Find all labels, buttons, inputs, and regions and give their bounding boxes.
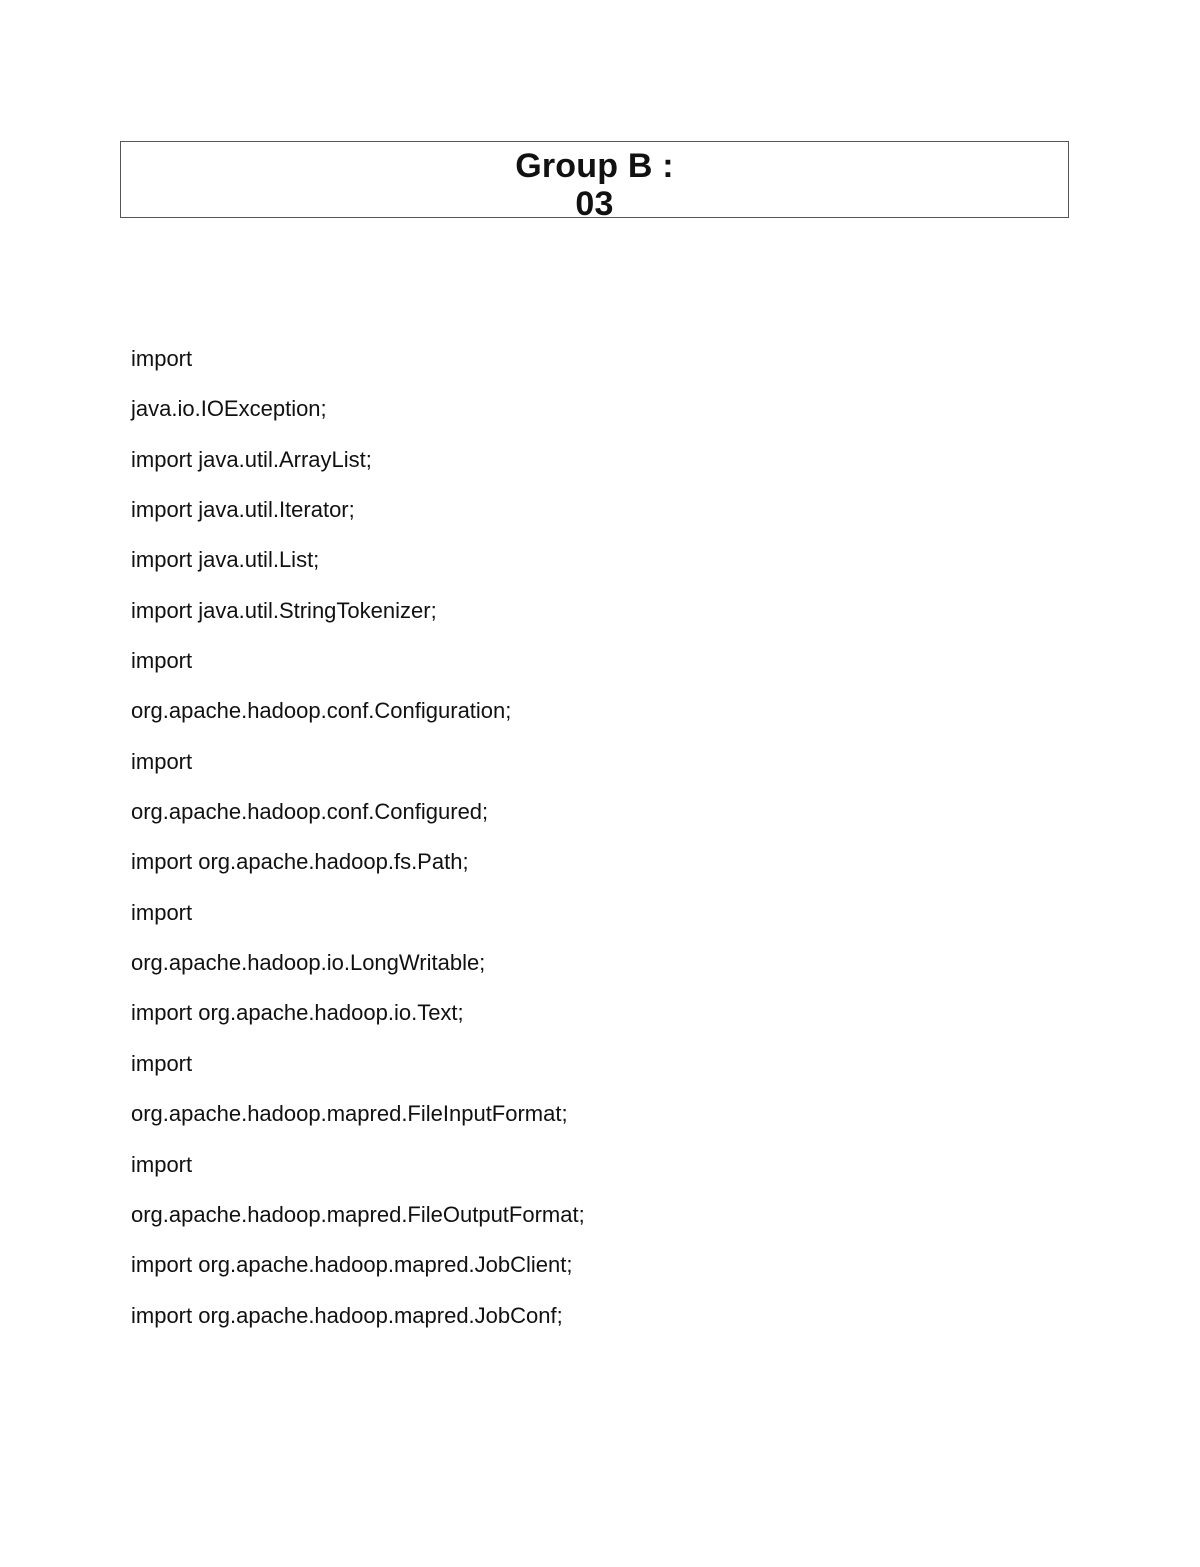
code-line: import org.apache.hadoop.mapred.JobClient; bbox=[131, 1252, 573, 1278]
code-line: import org.apache.hadoop.fs.Path; bbox=[131, 849, 469, 875]
code-line: import bbox=[131, 1151, 193, 1177]
code-line: import org.apache.hadoop.mapred.JobConf; bbox=[131, 1302, 563, 1328]
code-line: import java.util.List; bbox=[131, 547, 320, 573]
code-line: import bbox=[131, 899, 193, 925]
code-line: org.apache.hadoop.conf.Configured; bbox=[131, 799, 489, 825]
page-subtitle: 03 bbox=[575, 185, 614, 223]
code-line: import bbox=[131, 648, 193, 674]
code-line: import org.apache.hadoop.io.Text; bbox=[131, 1000, 464, 1026]
page-title: Group B : bbox=[515, 147, 674, 185]
title-box bbox=[120, 141, 1069, 223]
code-line: import java.util.Iterator; bbox=[131, 497, 355, 523]
code-line: import bbox=[131, 748, 193, 774]
code-line: org.apache.hadoop.mapred.FileOutputFormat; bbox=[131, 1201, 585, 1227]
code-line: org.apache.hadoop.mapred.FileInputFormat; bbox=[131, 1101, 568, 1127]
code-line: org.apache.hadoop.conf.Configuration; bbox=[131, 698, 512, 724]
code-line: java.io.IOException; bbox=[131, 396, 327, 422]
code-line: org.apache.hadoop.io.LongWritable; bbox=[131, 950, 486, 976]
code-listing bbox=[131, 334, 1091, 1341]
code-line: import java.util.ArrayList; bbox=[131, 446, 372, 472]
code-line: import bbox=[131, 1050, 193, 1076]
code-line: import java.util.StringTokenizer; bbox=[131, 597, 437, 623]
code-line: import bbox=[131, 346, 193, 371]
